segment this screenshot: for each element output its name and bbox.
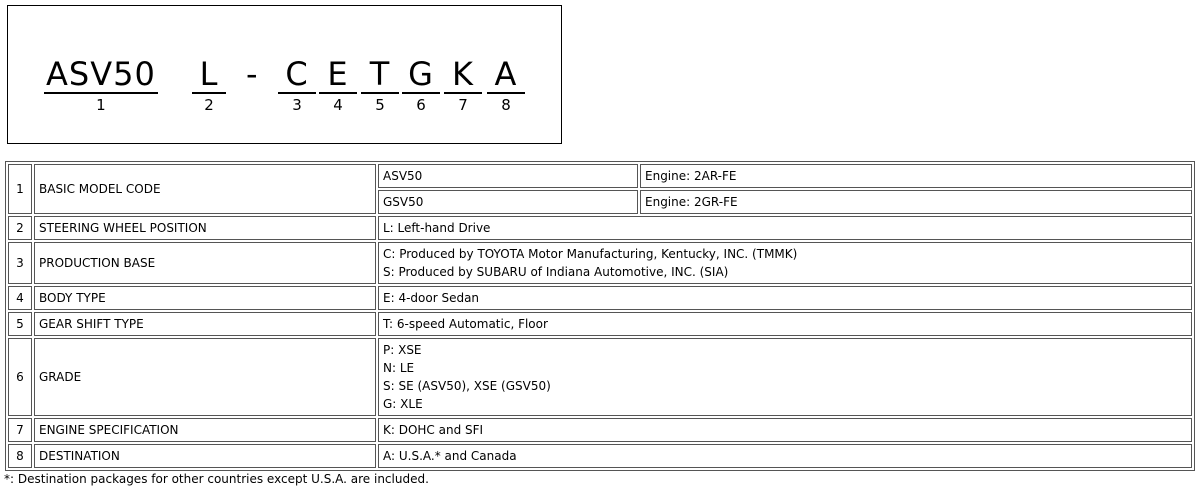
code-segment-3: [278, 56, 316, 116]
value-line: C: Produced by TOYOTA Motor Manufacturing, Kentucky, INC. (TMMK): [383, 247, 798, 261]
row-item: ENGINE SPECIFICATION: [34, 418, 376, 442]
code-text: G: [402, 56, 440, 94]
row-number: 7: [8, 418, 32, 442]
row-number: 2: [8, 216, 32, 240]
model-code-diagram: [7, 5, 562, 144]
row-value: Engine: 2AR-FE: [640, 164, 1192, 188]
row-item: BASIC MODEL CODE: [34, 164, 376, 214]
row-number: 1: [8, 164, 32, 214]
code-segment-4: [319, 56, 357, 116]
value-line: G: XLE: [383, 397, 423, 411]
row-value: [378, 444, 1192, 468]
model-code-table: [5, 161, 1195, 471]
code-segment-7: [444, 56, 482, 116]
table-row: [8, 242, 1192, 284]
row-item: GEAR SHIFT TYPE: [34, 312, 376, 336]
code-number: 7: [458, 96, 468, 114]
value-line: P: XSE: [383, 343, 422, 357]
code-segment-8: [487, 56, 525, 116]
code-segment-6: [402, 56, 440, 116]
code-text: A: [487, 56, 525, 94]
value-line: L: Left-hand Drive: [383, 221, 491, 235]
row-value: [378, 286, 1192, 310]
value-line: E: 4-door Sedan: [383, 291, 480, 305]
code-text: E: [319, 56, 357, 94]
code-number: 1: [96, 96, 106, 114]
row-value: [378, 242, 1192, 284]
code-text: T: [361, 56, 399, 94]
footnote: *: Destination packages for other countries except U.S.A. are included.: [4, 472, 429, 486]
row-item: BODY TYPE: [34, 286, 376, 310]
row-number: 3: [8, 242, 32, 284]
value-line: T: 6-speed Automatic, Floor: [383, 317, 548, 331]
row-number: 4: [8, 286, 32, 310]
row-value: GSV50: [378, 190, 638, 214]
row-item: GRADE: [34, 338, 376, 416]
table-row: [8, 164, 1192, 188]
code-text: C: [278, 56, 316, 94]
code-segment-5: [361, 56, 399, 116]
code-text: L: [192, 56, 226, 94]
row-item: PRODUCTION BASE: [34, 242, 376, 284]
value-line: K: DOHC and SFI: [383, 423, 484, 437]
row-value: Engine: 2GR-FE: [640, 190, 1192, 214]
value-line: S: SE (ASV50), XSE (GSV50): [383, 379, 551, 393]
code-text: K: [444, 56, 482, 94]
code-number: 6: [416, 96, 426, 114]
code-segment-2: [192, 56, 226, 116]
table-row: [8, 216, 1192, 240]
code-number: 4: [333, 96, 343, 114]
table-row: [8, 312, 1192, 336]
row-number: 6: [8, 338, 32, 416]
row-value: ASV50: [378, 164, 638, 188]
row-value: [378, 418, 1192, 442]
row-number: 8: [8, 444, 32, 468]
value-line: S: Produced by SUBARU of Indiana Automotive, INC. (SIA): [383, 265, 729, 279]
value-line: A: U.S.A.* and Canada: [383, 449, 517, 463]
code-number: 8: [501, 96, 511, 114]
code-number: 2: [204, 96, 214, 114]
row-value: [378, 338, 1192, 416]
code-text: ASV50: [46, 55, 156, 93]
code-separator: -: [246, 55, 258, 93]
row-value: [378, 216, 1192, 240]
value-line: N: LE: [383, 361, 415, 375]
code-number: 3: [292, 96, 302, 114]
table-row: [8, 418, 1192, 442]
table-row: [8, 444, 1192, 468]
row-item: DESTINATION: [34, 444, 376, 468]
table-row: [8, 338, 1192, 416]
code-segment-1: [44, 56, 158, 116]
row-item: STEERING WHEEL POSITION: [34, 216, 376, 240]
table-row: [8, 286, 1192, 310]
row-value: [378, 312, 1192, 336]
row-number: 5: [8, 312, 32, 336]
code-number: 5: [375, 96, 385, 114]
